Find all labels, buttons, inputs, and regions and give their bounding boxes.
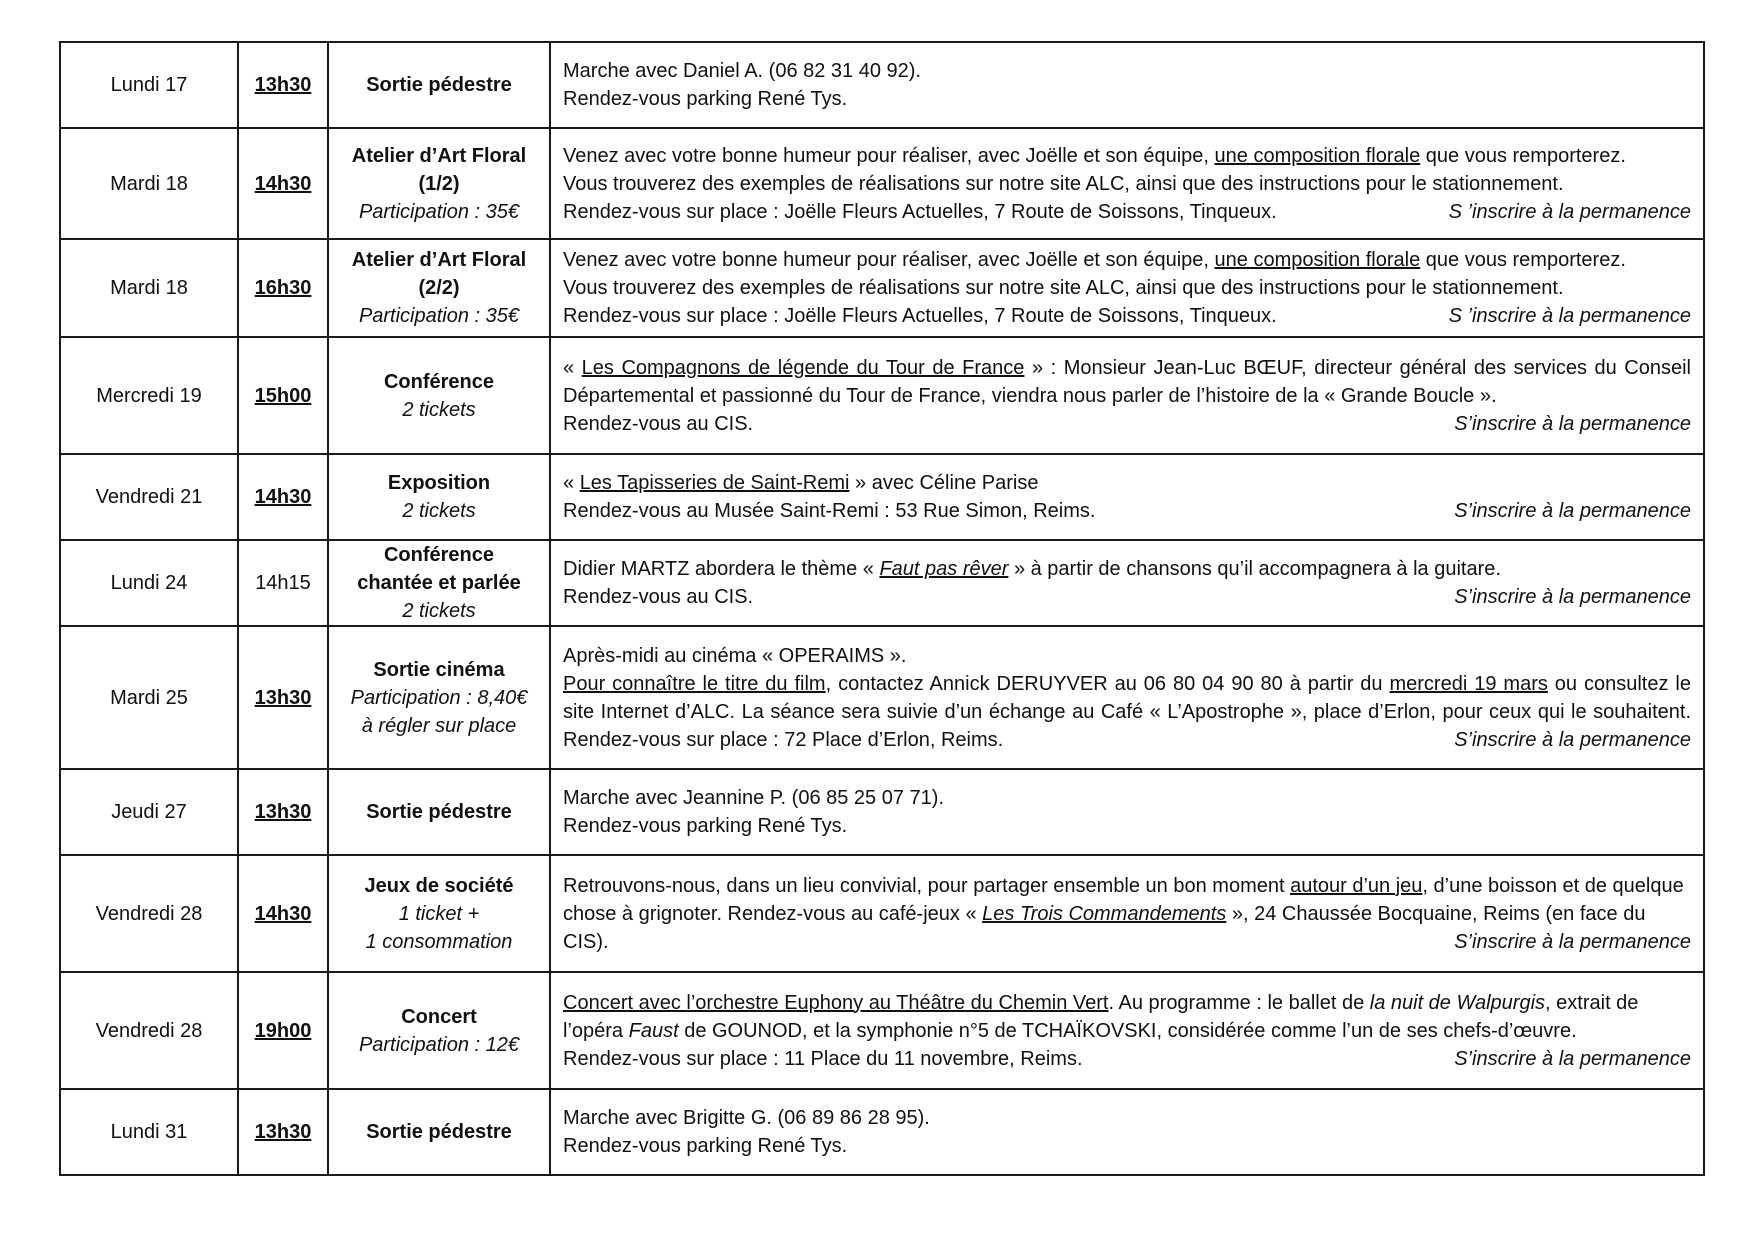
activity-title: Sortie pédestre xyxy=(366,1121,512,1143)
time-cell: 14h30 xyxy=(238,454,328,540)
activity-cell xyxy=(328,540,550,626)
activity-cell xyxy=(328,239,550,337)
activity-cell xyxy=(328,626,550,769)
activity-title: Sortie pédestre xyxy=(366,74,512,96)
description-italic: Faust xyxy=(628,1019,679,1042)
activity-title: Conférence xyxy=(383,544,495,566)
registration-note: S’inscrire à la permanence xyxy=(1454,500,1691,522)
description-text: que vous remporterez. xyxy=(1420,249,1626,271)
description-text: de GOUNOD, et la symphonie n°5 de TCHAÏKOVSKI, considérée comme l’un de ses chefs-d’œuvre. xyxy=(678,1019,1577,1042)
description-underlined: Concert avec l’orchestre Euphony au Théâtre du Chemin Vert xyxy=(563,991,1109,1014)
description-line xyxy=(563,555,1691,583)
meeting-point: Rendez-vous sur place : Joëlle Fleurs Actuelles, 7 Route de Soissons, Tinqueux. xyxy=(563,305,1277,327)
activity-subtitle: 2 tickets xyxy=(402,600,476,622)
activity-cell xyxy=(328,1089,550,1175)
description-line: Rendez-vous parking René Tys. xyxy=(563,815,848,837)
activity-title: Conférence xyxy=(383,370,495,393)
description-cell xyxy=(550,769,1704,855)
activity-cell xyxy=(328,972,550,1089)
time-cell: 15h00 xyxy=(238,337,328,454)
activity-subtitle: 2 tickets xyxy=(402,398,476,421)
time-cell: 13h30 xyxy=(238,626,328,769)
activity-title: Exposition xyxy=(387,472,491,494)
description-text: ou consultez le site Internet d’ALC. La séance sera suivie d’un échange au Café « L’Apostrophe », place d’Erlon, pour ceux qui le souhaitent. Rendez-vous sur place : 72 Place d’Erlon, Reims. xyxy=(563,672,1691,751)
activity-cell xyxy=(328,769,550,855)
time-cell: 19h00 xyxy=(238,972,328,1089)
description-underlined: Les Tapisseries de Saint-Remi xyxy=(579,472,850,494)
activity-subtitle: Participation : 8,40€ xyxy=(350,686,528,709)
day-cell: Mardi 25 xyxy=(60,626,238,769)
description-line: Rendez-vous parking René Tys. xyxy=(563,88,848,110)
description-text: , extrait de l’opéra xyxy=(563,991,1639,1042)
activity-title: chantée et parlée xyxy=(357,572,521,594)
description-text: », 24 Chaussée Bocquaine, Reims (en face du CIS). xyxy=(563,902,1646,953)
activity-cell xyxy=(328,128,550,239)
day-cell: Lundi 17 xyxy=(60,42,238,128)
description-line: Marche avec Brigitte G. (06 89 86 28 95). xyxy=(563,1107,930,1129)
description-line xyxy=(563,989,1691,1045)
description-text: » à partir de chansons qu’il accompagnera à la guitare. xyxy=(1008,558,1501,580)
description-line xyxy=(563,410,1691,438)
activity-subtitle: Participation : 12€ xyxy=(358,1033,520,1056)
description-cell xyxy=(550,239,1704,337)
table-row xyxy=(60,540,1704,626)
registration-note: S’inscrire à la permanence xyxy=(1454,1047,1691,1070)
description-cell xyxy=(550,626,1704,769)
table-row xyxy=(60,239,1704,337)
activity-title: Sortie pédestre xyxy=(366,801,512,823)
description-line: Rendez-vous parking René Tys. xyxy=(563,1135,848,1157)
description-line xyxy=(563,198,1691,226)
registration-note: S ’inscrire à la permanence xyxy=(1448,305,1691,327)
meeting-point: Rendez-vous au Musée Saint-Remi : 53 Rue Simon, Reims. xyxy=(563,500,1096,522)
registration-note: S’inscrire à la permanence xyxy=(1454,728,1691,751)
description-line xyxy=(563,469,1691,497)
registration-note: S’inscrire à la permanence xyxy=(1454,930,1691,953)
description-cell xyxy=(550,972,1704,1089)
description-cell xyxy=(550,855,1704,972)
description-cell xyxy=(550,128,1704,239)
description-line xyxy=(563,1045,1691,1073)
description-line xyxy=(563,497,1691,525)
meeting-point: Rendez-vous sur place : Joëlle Fleurs Actuelles, 7 Route de Soissons, Tinqueux. xyxy=(563,200,1277,223)
description-line xyxy=(563,142,1691,170)
description-cell xyxy=(550,42,1704,128)
activity-cell xyxy=(328,42,550,128)
description-underlined: une composition florale xyxy=(1214,249,1421,271)
meeting-point: Rendez-vous au CIS. xyxy=(563,586,754,608)
activity-cell xyxy=(328,454,550,540)
activity-subtitle: 1 ticket + xyxy=(398,902,480,925)
description-text: « xyxy=(563,472,580,494)
day-cell: Vendredi 21 xyxy=(60,454,238,540)
description-cell xyxy=(550,540,1704,626)
day-cell: Mercredi 19 xyxy=(60,337,238,454)
day-cell: Vendredi 28 xyxy=(60,972,238,1089)
table-row xyxy=(60,626,1704,769)
table-row xyxy=(60,454,1704,540)
time-cell: 14h15 xyxy=(238,540,328,626)
activity-subtitle: 2 tickets xyxy=(402,500,476,522)
day-cell: Vendredi 28 xyxy=(60,855,238,972)
description-cell xyxy=(550,454,1704,540)
description-line: Marche avec Jeannine P. (06 85 25 07 71). xyxy=(563,787,944,809)
description-italic-underlined: Les Trois Commandements xyxy=(982,902,1227,925)
description-line: Vous trouverez des exemples de réalisations sur notre site ALC, ainsi que des instructions pour le stationnement. xyxy=(563,172,1564,195)
description-line xyxy=(563,246,1691,274)
description-text: . Au programme : le ballet de xyxy=(1108,991,1370,1014)
table-row xyxy=(60,337,1704,454)
table-row xyxy=(60,972,1704,1089)
time-cell: 13h30 xyxy=(238,42,328,128)
schedule-table xyxy=(59,41,1705,1176)
description-italic: la nuit de Walpurgis xyxy=(1369,991,1546,1014)
table-row xyxy=(60,1089,1704,1175)
meeting-point: Rendez-vous sur place : 11 Place du 11 novembre, Reims. xyxy=(563,1047,1083,1070)
description-text: » : Monsieur Jean-Luc BŒUF, directeur général des services du Conseil Départemental et passionné du Tour de France, viendra nous parler de l’histoire de la « Grande Boucle ». xyxy=(563,356,1691,407)
description-underlined: mercredi 19 mars xyxy=(1389,672,1548,695)
description-text: Venez avec votre bonne humeur pour réaliser, avec Joëlle et son équipe, xyxy=(563,249,1215,271)
time-cell: 14h30 xyxy=(238,855,328,972)
activity-subtitle: 1 consommation xyxy=(365,930,513,953)
description-italic-underlined: Faut pas rêver xyxy=(879,558,1009,580)
description-cell xyxy=(550,337,1704,454)
description-text: « xyxy=(563,356,582,379)
description-line: Vous trouverez des exemples de réalisations sur notre site ALC, ainsi que des instructions pour le stationnement. xyxy=(563,277,1564,299)
description-text: Retrouvons-nous, dans un lieu convivial, pour partager ensemble un bon moment xyxy=(563,874,1291,897)
description-text: Didier MARTZ abordera le thème « xyxy=(563,558,880,580)
description-line: Marche avec Daniel A. (06 82 31 40 92). xyxy=(563,60,921,82)
description-underlined: une composition florale xyxy=(1214,144,1421,167)
activity-title: Atelier d’Art Floral xyxy=(351,144,527,167)
description-underlined: autour d’un jeu xyxy=(1290,874,1423,897)
description-line xyxy=(563,354,1691,410)
description-text: , d’une boisson et de quelque chose à grignoter. Rendez-vous au café-jeux « xyxy=(563,874,1684,925)
activity-title: Concert xyxy=(401,1005,477,1028)
table-row xyxy=(60,855,1704,972)
time-cell: 13h30 xyxy=(238,1089,328,1175)
description-line xyxy=(563,583,1691,611)
description-underlined: Les Compagnons de légende du Tour de France xyxy=(581,356,1025,379)
activity-cell xyxy=(328,855,550,972)
activity-title: (1/2) xyxy=(418,172,460,195)
time-cell: 14h30 xyxy=(238,128,328,239)
registration-note: S ’inscrire à la permanence xyxy=(1448,200,1691,223)
table-row xyxy=(60,42,1704,128)
activity-subtitle: Participation : 35€ xyxy=(358,305,520,327)
description-text: que vous remporterez. xyxy=(1420,144,1626,167)
table-row xyxy=(60,128,1704,239)
activity-subtitle: Participation : 35€ xyxy=(358,200,520,223)
description-text: Venez avec votre bonne humeur pour réaliser, avec Joëlle et son équipe, xyxy=(563,144,1215,167)
time-cell: 16h30 xyxy=(238,239,328,337)
description-line xyxy=(563,302,1691,330)
description-text: , contactez Annick DERUYVER au 06 80 04 90 80 à partir du xyxy=(825,672,1390,695)
activity-title: Jeux de société xyxy=(364,874,514,897)
description-line xyxy=(563,872,1691,956)
time-cell: 13h30 xyxy=(238,769,328,855)
day-cell: Lundi 24 xyxy=(60,540,238,626)
description-line xyxy=(563,670,1691,754)
day-cell: Mardi 18 xyxy=(60,239,238,337)
activity-title: Sortie cinéma xyxy=(373,658,505,681)
registration-note: S’inscrire à la permanence xyxy=(1454,586,1691,608)
activity-subtitle: à régler sur place xyxy=(361,714,517,737)
activity-title: (2/2) xyxy=(418,277,460,299)
meeting-point: Rendez-vous au CIS. xyxy=(563,412,754,435)
day-cell: Lundi 31 xyxy=(60,1089,238,1175)
day-cell: Mardi 18 xyxy=(60,128,238,239)
table-row xyxy=(60,769,1704,855)
activity-cell xyxy=(328,337,550,454)
description-line: Après-midi au cinéma « OPERAIMS ». xyxy=(563,644,907,667)
description-underlined: Pour connaître le titre du film xyxy=(563,672,826,695)
activity-title: Atelier d’Art Floral xyxy=(351,249,527,271)
day-cell: Jeudi 27 xyxy=(60,769,238,855)
description-text: » avec Céline Parise xyxy=(849,472,1039,494)
description-cell xyxy=(550,1089,1704,1175)
registration-note: S’inscrire à la permanence xyxy=(1454,412,1691,435)
